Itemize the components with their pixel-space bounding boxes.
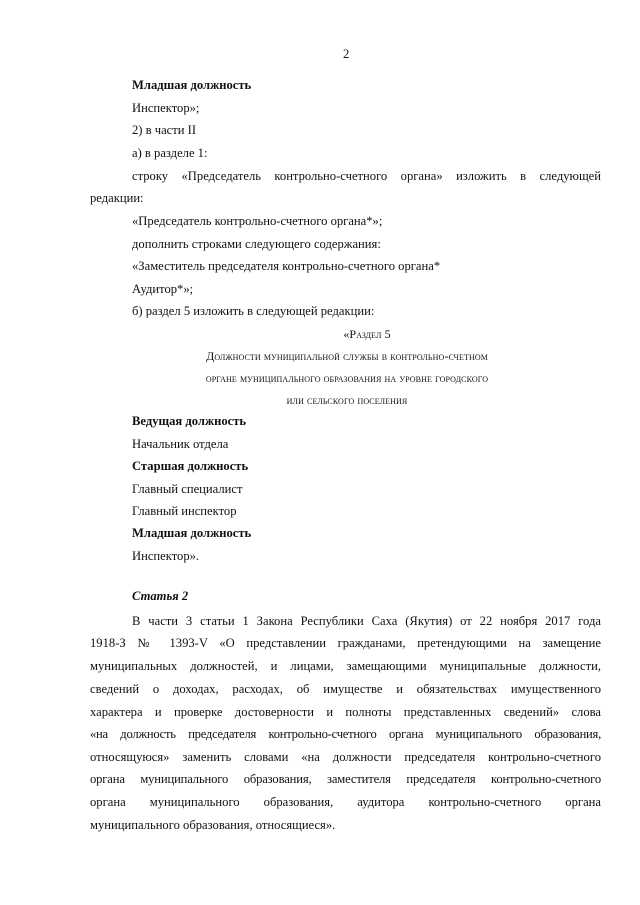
paragraph-line: 1918-З № 1393-V «О представлении гражданами, претендующими на замещение bbox=[90, 636, 601, 650]
section-heading-line: или сельского поселения bbox=[286, 393, 408, 407]
paragraph-line: органа муниципального образования, аудитора контрольно-счетного органа bbox=[90, 795, 601, 809]
paragraph-line: относящуюся» заменить словами «на должности председателя контрольно-счетного bbox=[90, 750, 601, 764]
text-line: Начальник отдела bbox=[132, 437, 229, 451]
text-line: дополнить строками следующего содержания: bbox=[132, 237, 381, 251]
article-title: Статья 2 bbox=[132, 589, 189, 603]
section-heading-line: органе муниципального образования на уровне городского bbox=[205, 371, 489, 385]
paragraph-line: сведений о доходах, расходах, об имуществе и обязательствах имущественного bbox=[90, 682, 601, 696]
text-line: строку «Председатель контрольно-счетного органа» изложить в следующей bbox=[132, 169, 601, 183]
heading-senior-position: Старшая должность bbox=[132, 459, 249, 473]
paragraph-line: характера и проверке достоверности и полноты представленных сведений» слова bbox=[90, 705, 601, 719]
text-line: б) раздел 5 изложить в следующей редакции: bbox=[132, 304, 375, 318]
text-line: «Заместитель председателя контрольно-счетного органа* bbox=[132, 259, 441, 273]
paragraph-line: муниципальных должностей, и лицами, замещающими муниципальные должности, bbox=[90, 659, 601, 673]
text-line: Главный инспектор bbox=[132, 504, 237, 518]
heading-junior-position: Младшая должность bbox=[132, 526, 252, 540]
text-line: «Председатель контрольно-счетного органа*»; bbox=[132, 214, 383, 228]
text-line: Инспектор»; bbox=[132, 101, 200, 115]
paragraph-line: органа муниципального образования, заместителя председателя контрольно-счетного bbox=[90, 772, 601, 786]
paragraph-line: В части 3 статьи 1 Закона Республики Саха (Якутия) от 22 ноября 2017 года bbox=[132, 614, 601, 628]
text-line: Инспектор». bbox=[132, 549, 200, 563]
heading-junior-position: Младшая должность bbox=[132, 78, 252, 92]
section-title: «Раздел 5 bbox=[343, 327, 391, 341]
paragraph-line: «на должность председателя контрольно-счетного органа муниципального образования, bbox=[90, 727, 601, 741]
text-line: Главный специалист bbox=[132, 482, 243, 496]
text-line: 2) в части II bbox=[132, 123, 197, 137]
text-line: а) в разделе 1: bbox=[132, 146, 208, 160]
section-heading-line: Должности муниципальной службы в контрольно-счетном bbox=[206, 349, 488, 363]
page-number: 2 bbox=[343, 47, 350, 61]
heading-leading-position: Ведущая должность bbox=[132, 414, 247, 428]
paragraph-line: муниципального образования, относящиеся». bbox=[90, 818, 336, 832]
text-line: Аудитор*»; bbox=[132, 282, 194, 296]
text-line: редакции: bbox=[90, 191, 144, 205]
